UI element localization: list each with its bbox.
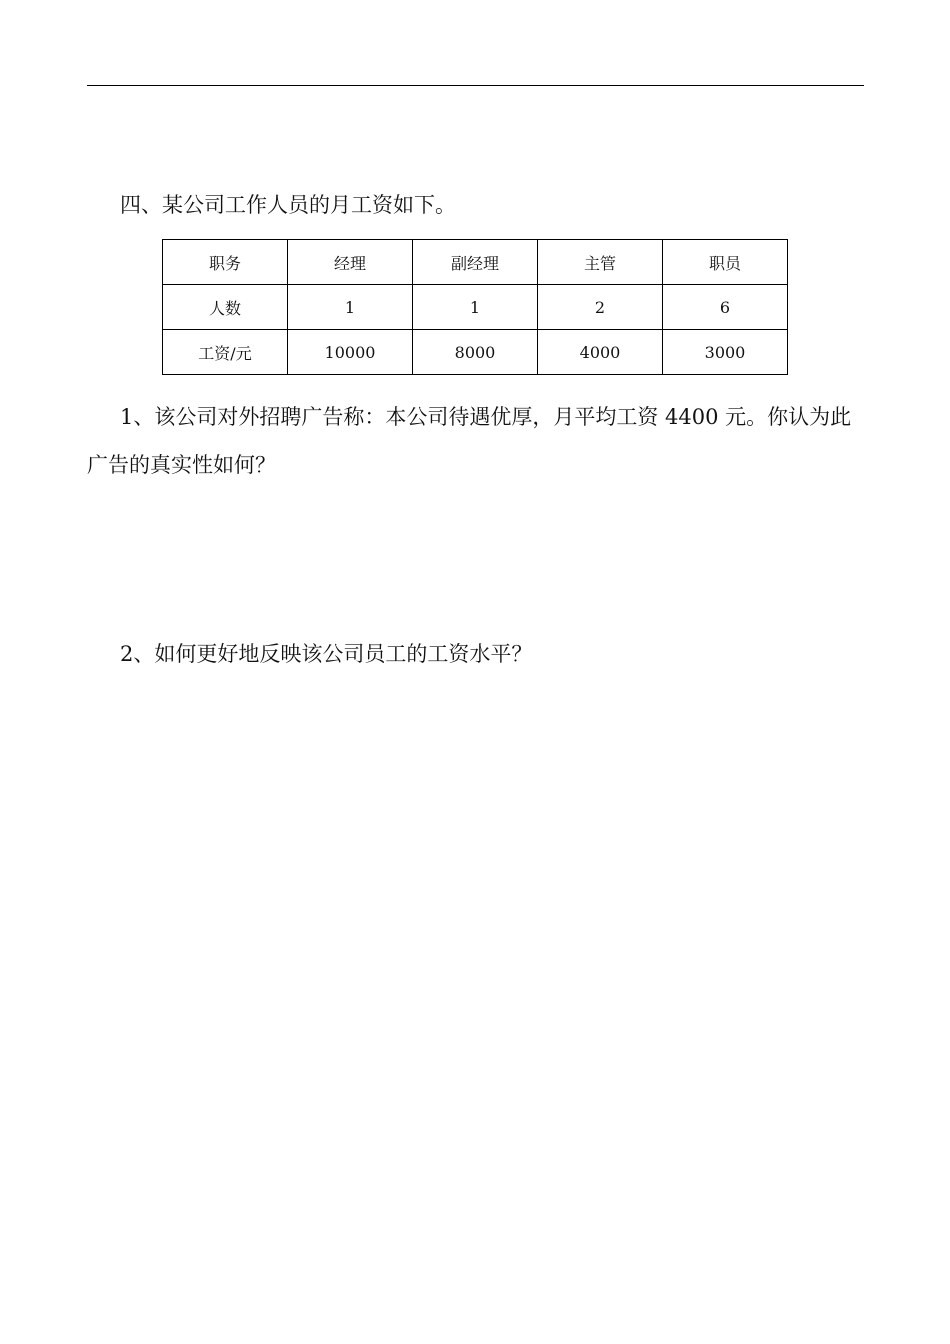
table-cell: 工资/元	[163, 330, 288, 375]
table-cell: 8000	[413, 330, 538, 375]
table-cell: 1	[413, 285, 538, 330]
table-row	[163, 330, 788, 375]
header-rule	[87, 85, 864, 86]
salary-table	[162, 239, 788, 375]
section-heading: 四、某公司工作人员的月工资如下。	[120, 193, 456, 217]
table-cell: 职员	[663, 240, 788, 285]
table-cell: 10000	[288, 330, 413, 375]
table-cell: 6	[663, 285, 788, 330]
table-cell: 经理	[288, 240, 413, 285]
table-cell: 副经理	[413, 240, 538, 285]
table-cell: 4000	[538, 330, 663, 375]
table-cell: 职务	[163, 240, 288, 285]
table-cell: 3000	[663, 330, 788, 375]
question-1: 1、该公司对外招聘广告称：本公司待遇优厚，月平均工资 4400 元。你认为此广告的真实性如何？	[87, 405, 852, 477]
question-2: 2、如何更好地反映该公司员工的工资水平？	[120, 642, 533, 666]
table-cell: 2	[538, 285, 663, 330]
table-header-row	[163, 240, 788, 285]
table-cell: 1	[288, 285, 413, 330]
table-cell: 人数	[163, 285, 288, 330]
table-row	[163, 285, 788, 330]
table-cell: 主管	[538, 240, 663, 285]
